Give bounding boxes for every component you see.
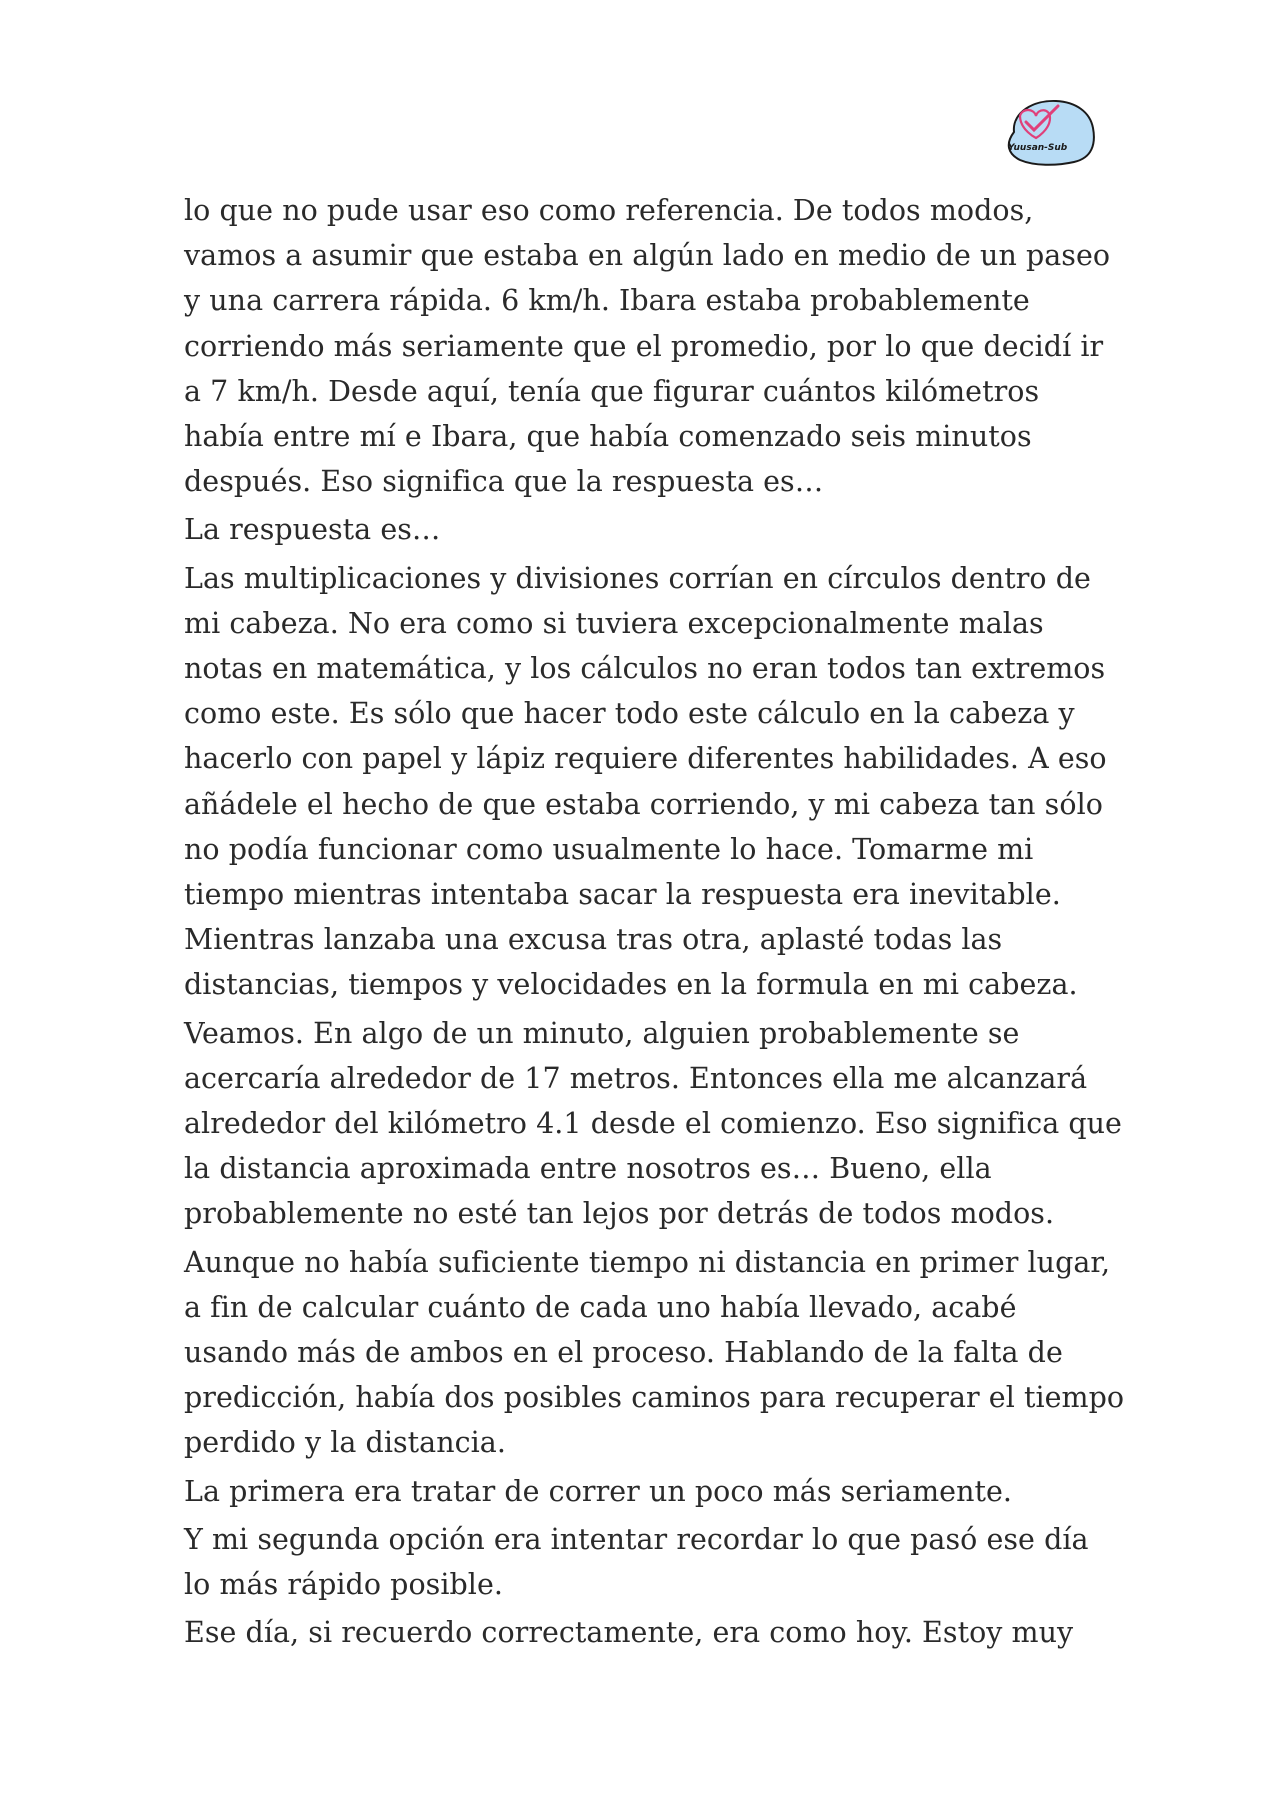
text-line: Ese día, si recuerdo correctamente, era como hoy. Estoy muy <box>184 1616 1074 1650</box>
text-line: y una carrera rápida. 6 km/h. Ibara estaba probablemente <box>184 284 1030 318</box>
text-line: a fin de calcular cuánto de cada uno había llevado, acabé <box>184 1290 1017 1324</box>
text-line: como este. Es sólo que hacer todo este cálculo en la cabeza y <box>184 697 1075 731</box>
text-line: había entre mí e Ibara, que había comenzado seis minutos <box>184 420 1032 454</box>
text-line: después. Eso significa que la respuesta es… <box>184 465 824 499</box>
text-line: La primera era tratar de correr un poco más seriamente. <box>184 1474 1012 1508</box>
text-line: alrededor del kilómetro 4.1 desde el comienzo. Eso significa que <box>184 1107 1122 1141</box>
text-line: hacerlo con papel y lápiz requiere diferentes habilidades. A eso <box>184 742 1107 776</box>
paragraph <box>184 1517 1104 1607</box>
paragraph <box>184 1011 1122 1237</box>
text-line: Mientras lanzaba una excusa tras otra, aplasté todas las <box>184 923 1003 957</box>
paragraph <box>184 1240 1125 1466</box>
paragraph <box>184 1610 1104 1655</box>
text-line: Veamos. En algo de un minuto, alguien probablemente se <box>184 1016 1020 1050</box>
paragraph <box>184 1469 1104 1514</box>
text-line: Las multiplicaciones y divisiones corrían en círculos dentro de <box>184 561 1091 595</box>
text-line: lo que no pude usar eso como referencia. De todos modos, <box>184 194 1034 227</box>
text-line: lo más rápido posible. <box>184 1568 503 1602</box>
text-line: predicción, había dos posibles caminos para recuperar el tiempo <box>184 1381 1125 1415</box>
paragraph <box>184 188 1111 504</box>
text-line: notas en matemática, y los cálculos no eran todos tan extremos <box>184 652 1106 686</box>
text-line: añádele el hecho de que estaba corriendo, y mi cabeza tan sólo <box>184 787 1103 821</box>
text-line: a 7 km/h. Desde aquí, tenía que figurar cuántos kilómetros <box>184 374 1040 408</box>
text-line: vamos a asumir que estaba en algún lado en medio de un paseo <box>184 239 1111 273</box>
body-text <box>184 188 1125 1659</box>
text-line: tiempo mientras intentaba sacar la respuesta era inevitable. <box>184 878 1061 912</box>
text-line: Aunque no había suficiente tiempo ni distancia en primer lugar, <box>184 1245 1111 1279</box>
paragraph <box>184 556 1107 1008</box>
text-line: corriendo más seriamente que el promedio, por lo que decidí ir <box>184 329 1104 363</box>
text-line: Y mi segunda opción era intentar recordar lo que pasó ese día <box>184 1522 1089 1556</box>
yuusan-sub-logo <box>1000 94 1100 168</box>
text-line: distancias, tiempos y velocidades en la formula en mi cabeza. <box>184 968 1078 1002</box>
paragraph <box>184 507 1104 552</box>
text-line: usando más de ambos en el proceso. Hablando de la falta de <box>184 1336 1063 1370</box>
text-line: mi cabeza. No era como si tuviera excepcionalmente malas <box>184 606 1044 640</box>
text-line: la distancia aproximada entre nosotros es… Bueno, ella <box>184 1152 992 1186</box>
text-line: acercaría alrededor de 17 metros. Entonces ella me alcanzará <box>184 1061 1088 1095</box>
text-line: probablemente no esté tan lejos por detrás de todos modos. <box>184 1197 1055 1231</box>
text-line: no podía funcionar como usualmente lo hace. Tomarme mi <box>184 832 1034 866</box>
logo-text: Yuusan-Sub <box>1008 143 1068 153</box>
text-line: La respuesta es… <box>184 513 441 547</box>
text-line: perdido y la distancia. <box>184 1426 506 1460</box>
